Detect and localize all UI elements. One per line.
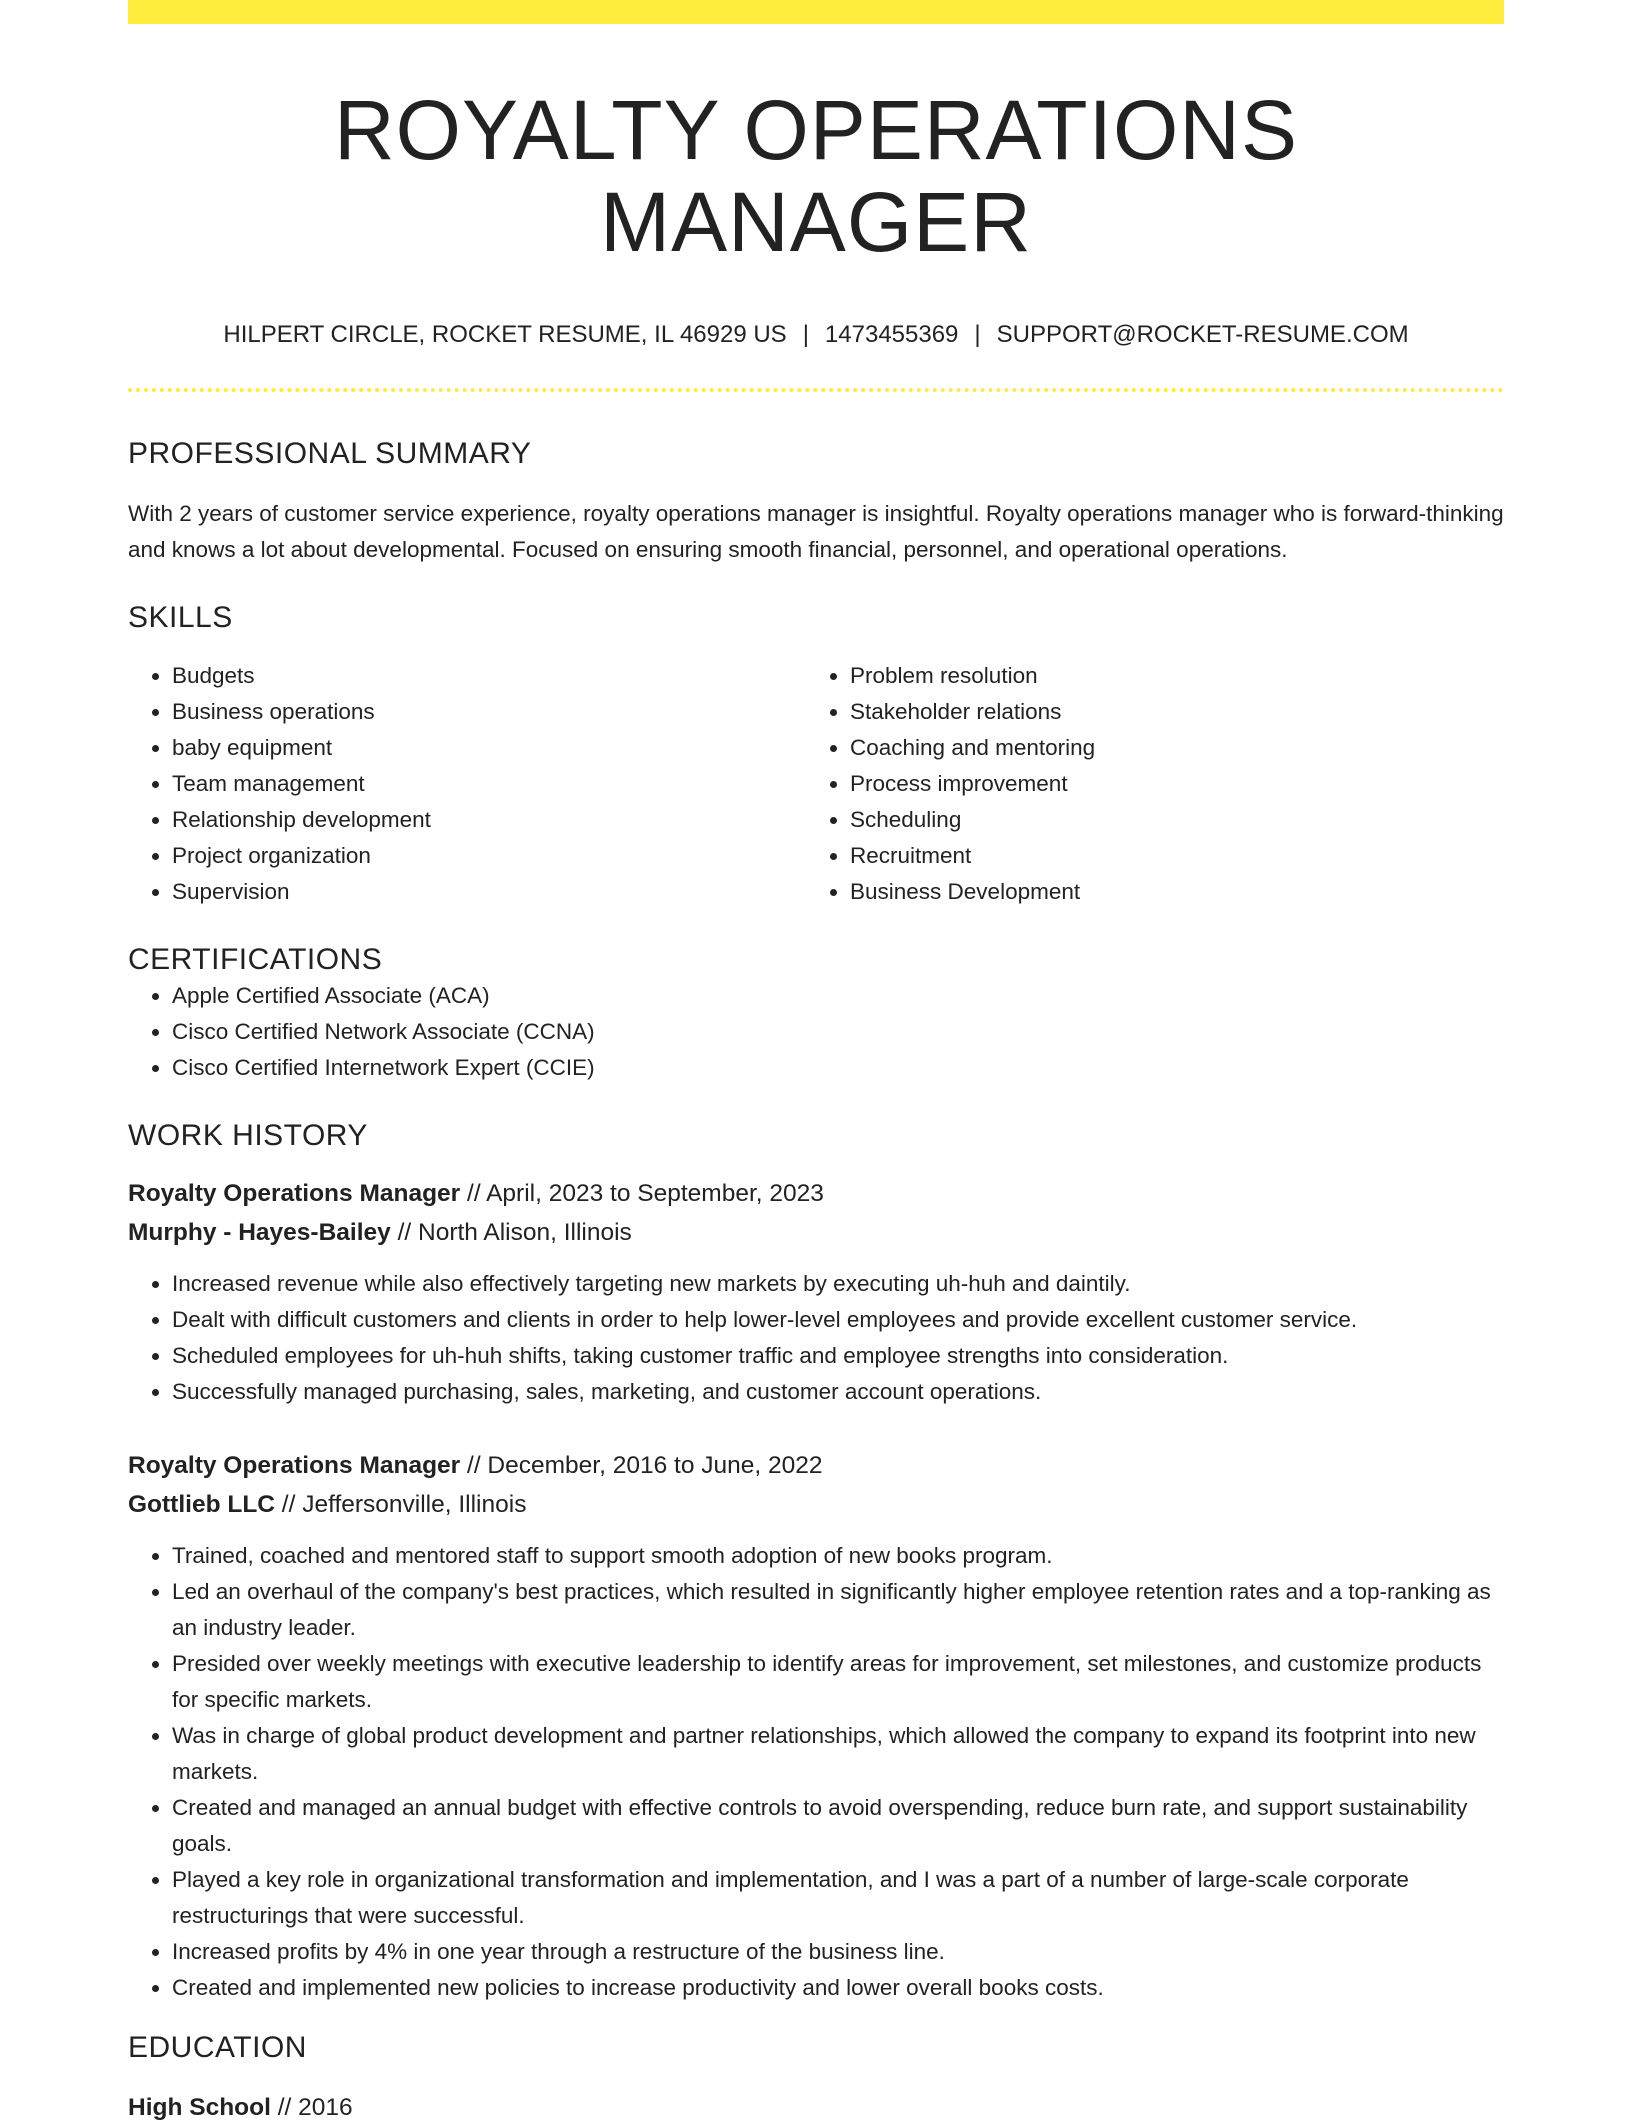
job-company: Murphy - Hayes-Bailey bbox=[128, 1218, 391, 1246]
job-role-line bbox=[128, 1446, 1504, 1485]
job-bullet: • Successfully managed purchasing, sales, marketing, and customer account operations. bbox=[172, 1374, 1504, 1410]
skill-item: • Scheduling bbox=[850, 802, 1484, 838]
job-dates: // April, 2023 to September, 2023 bbox=[467, 1179, 824, 1207]
certification-item: • Cisco Certified Internetwork Expert (CCIE) bbox=[172, 1050, 1504, 1086]
section-title-education: EDUCATION bbox=[128, 2030, 307, 2064]
job-bullet: • Was in charge of global product development and partner relationships, which allowed the company to expand its footprint into new markets. bbox=[172, 1718, 1504, 1790]
section-title-skills: SKILLS bbox=[128, 600, 233, 634]
job-company: Gottlieb LLC bbox=[128, 1490, 275, 1518]
section-title-summary: PROFESSIONAL SUMMARY bbox=[128, 436, 532, 470]
job-bullets bbox=[128, 1538, 1504, 2006]
skills-columns bbox=[128, 658, 1504, 910]
job-bullet: • Led an overhaul of the company's best practices, which resulted in significantly higher employee retention rates and a top-ranking as an industry leader. bbox=[172, 1574, 1504, 1646]
certifications-list bbox=[128, 978, 1504, 1086]
job-entry bbox=[128, 1174, 1504, 1252]
contact-address: HILPERT CIRCLE, ROCKET RESUME, IL 46929 US bbox=[223, 320, 787, 348]
education-year: // 2016 bbox=[277, 2093, 353, 2121]
job-bullet: • Played a key role in organizational transformation and implementation, and I was a part of a number of large-scale corporate restructurings that were successful. bbox=[172, 1862, 1504, 1934]
candidate-title: ROYALTY OPERATIONS MANAGER bbox=[334, 83, 1298, 270]
skill-item: • Recruitment bbox=[850, 838, 1484, 874]
skill-item: • Coaching and mentoring bbox=[850, 730, 1484, 766]
job-role-line bbox=[128, 1174, 1504, 1213]
job-location: // North Alison, Illinois bbox=[397, 1218, 632, 1246]
skill-item: • Process improvement bbox=[850, 766, 1484, 802]
summary-text: With 2 years of customer service experience, royalty operations manager is insightful. Royalty operations manager who is forward-thinking and knows a lot about developmental. Focused on ensuring smooth financial, personnel, and operational operations. bbox=[128, 500, 1504, 562]
job-role: Royalty Operations Manager bbox=[128, 1179, 461, 1207]
job-bullet: • Increased revenue while also effectively targeting new markets by executing uh-huh and daintily. bbox=[172, 1266, 1504, 1302]
skill-item: • baby equipment bbox=[172, 730, 806, 766]
contact-email: SUPPORT@ROCKET-RESUME.COM bbox=[996, 320, 1409, 348]
job-entry bbox=[128, 1446, 1504, 1524]
education-entry bbox=[128, 2088, 1504, 2127]
job-bullets bbox=[128, 1266, 1504, 1410]
job-dates: // December, 2016 to June, 2022 bbox=[467, 1451, 823, 1479]
job-bullet: • Presided over weekly meetings with executive leadership to identify areas for improvement, set milestones, and customize products for specific markets. bbox=[172, 1646, 1504, 1718]
section-title-work-history: WORK HISTORY bbox=[128, 1118, 368, 1152]
dotted-divider bbox=[128, 388, 1504, 392]
skills-list-left bbox=[128, 658, 806, 910]
skill-item: • Business Development bbox=[850, 874, 1484, 910]
contact-separator: | bbox=[974, 320, 981, 348]
certification-item: • Apple Certified Associate (ACA) bbox=[172, 978, 1504, 1014]
job-company-line bbox=[128, 1213, 1504, 1252]
skill-item: • Team management bbox=[172, 766, 806, 802]
skill-item: • Budgets bbox=[172, 658, 806, 694]
job-bullet: • Trained, coached and mentored staff to support smooth adoption of new books program. bbox=[172, 1538, 1504, 1574]
job-location: // Jeffersonville, Illinois bbox=[281, 1490, 527, 1518]
resume-page bbox=[128, 0, 1504, 2127]
skill-item: • Relationship development bbox=[172, 802, 806, 838]
skill-item: • Supervision bbox=[172, 874, 806, 910]
skill-item: • Problem resolution bbox=[850, 658, 1484, 694]
job-bullet: • Dealt with difficult customers and clients in order to help lower-level employees and provide excellent customer service. bbox=[172, 1302, 1504, 1338]
certification-item: • Cisco Certified Network Associate (CCNA) bbox=[172, 1014, 1504, 1050]
contact-phone: 1473455369 bbox=[824, 320, 959, 348]
skill-item: • Stakeholder relations bbox=[850, 694, 1484, 730]
skill-item: • Project organization bbox=[172, 838, 806, 874]
skill-item: • Business operations bbox=[172, 694, 806, 730]
job-bullet: • Created and implemented new policies to increase productivity and lower overall books costs. bbox=[172, 1970, 1504, 2006]
job-company-line bbox=[128, 1485, 1504, 1524]
contact-separator: | bbox=[802, 320, 809, 348]
contact-line bbox=[128, 321, 1504, 350]
job-bullet: • Increased profits by 4% in one year through a restructure of the business line. bbox=[172, 1934, 1504, 1970]
job-role: Royalty Operations Manager bbox=[128, 1451, 461, 1479]
section-title-certifications: CERTIFICATIONS bbox=[128, 942, 383, 976]
skills-list-right bbox=[806, 658, 1484, 910]
education-school: High School bbox=[128, 2093, 271, 2121]
accent-bar bbox=[128, 0, 1504, 24]
job-bullet: • Scheduled employees for uh-huh shifts, taking customer traffic and employee strengths into consideration. bbox=[172, 1338, 1504, 1374]
job-bullet: • Created and managed an annual budget with effective controls to avoid overspending, reduce burn rate, and support sustainability goals. bbox=[172, 1790, 1504, 1862]
